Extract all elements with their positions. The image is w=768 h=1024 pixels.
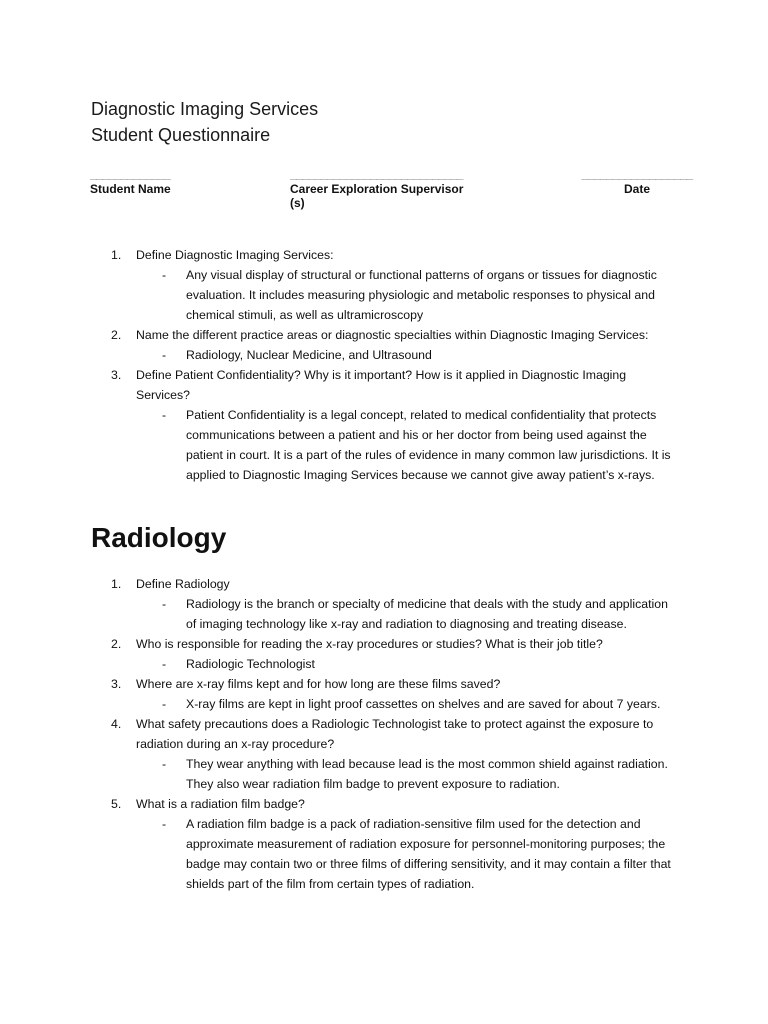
answer-text: Patient Confidentiality is a legal concept, related to medical confidentiality that protects communications between a patient and his or her doctor from being used against the patient in court. It is a part of the rules of evidence in many common law jurisdictions. It is applied to Diagnostic Imaging Services because we cannot give away patient’s x-rays. (186, 408, 671, 482)
answer-text: Any visual display of structural or functional patterns of organs or tissues for diagnostic evaluation. It includes measuring physiologic and metabolic responses to physical and chemical stimuli, as well as ultramicroscopy (186, 268, 657, 322)
answer-text: Radiology, Nuclear Medicine, and Ultrasound (186, 348, 432, 362)
question-number: 3. (111, 368, 122, 382)
supervisor-field (290, 168, 480, 210)
question-item (91, 634, 681, 674)
question-item (91, 794, 681, 894)
question (91, 634, 681, 654)
radiology-heading: Radiology (91, 522, 227, 553)
question-item (91, 325, 681, 365)
list-marker: - (162, 757, 167, 771)
list-marker: - (162, 408, 167, 422)
answer (91, 814, 681, 894)
question (91, 365, 681, 405)
question (91, 794, 681, 814)
question (91, 714, 681, 754)
question-number: 3. (111, 677, 122, 691)
question-text: Define Radiology (136, 577, 230, 591)
question-text: Define Patient Confidentiality? Why is it important? How is it applied in Diagnostic Imaging Services? (136, 368, 627, 402)
answer (91, 405, 681, 485)
date-label: Date (623, 182, 650, 196)
title-line-1: Diagnostic Imaging Services (91, 99, 319, 119)
question-text: Define Diagnostic Imaging Services: (136, 248, 334, 262)
date-line: __________________ (581, 168, 693, 180)
question-text: Name the different practice areas or diagnostic specialties within Diagnostic Imaging Services: (136, 328, 649, 342)
question-text: Where are x-ray films kept and for how long are these films saved? (136, 677, 501, 691)
question-text: What is a radiation film badge? (136, 797, 305, 811)
supervisor-line: ____________________________ (290, 168, 463, 180)
answer (91, 594, 681, 634)
question-text: Who is responsible for reading the x-ray procedures or studies? What is their job title? (136, 637, 603, 651)
question-text: What safety precautions does a Radiologic Technologist take to protect against the exposure to radiation during an x-ray procedure? (136, 717, 654, 751)
list-marker: - (162, 348, 167, 362)
answer-text: They wear anything with lead because lead is the most common shield against radiation. They also wear radiation film badge to prevent exposure to radiation. (186, 757, 668, 791)
answer (91, 265, 681, 325)
list-marker: - (162, 657, 167, 671)
answer (91, 654, 681, 674)
list-marker: - (162, 697, 167, 711)
question-item (91, 365, 681, 485)
question-item (91, 674, 681, 714)
answer-text: Radiology is the branch or specialty of medicine that deals with the study and application of imaging technology like x-ray and radiation to diagnosing and treating disease. (186, 597, 668, 631)
document-title (91, 96, 318, 148)
radiology-section (91, 574, 681, 894)
list-marker: - (162, 817, 167, 831)
question-item (91, 245, 681, 325)
questionnaire-section (91, 245, 681, 485)
question (91, 245, 681, 265)
question-number: 4. (111, 717, 122, 731)
student-name-line: _____________ (90, 168, 171, 180)
question (91, 674, 681, 694)
student-name-field (90, 168, 200, 196)
supervisor-label: Career Exploration Supervisor (s) (290, 182, 464, 210)
question-item (91, 574, 681, 634)
answer (91, 345, 681, 365)
answer (91, 694, 681, 714)
answer-text: X-ray films are kept in light proof cassettes on shelves and are saved for about 7 years. (186, 697, 661, 711)
signature-row (0, 168, 768, 210)
question-number: 2. (111, 637, 122, 651)
question-item (91, 714, 681, 794)
answer (91, 754, 681, 794)
question-number: 5. (111, 797, 122, 811)
date-field (567, 168, 707, 196)
title-line-2: Student Questionnaire (91, 125, 271, 145)
question-number: 2. (111, 328, 122, 342)
question (91, 325, 681, 345)
question-number: 1. (111, 248, 122, 262)
question (91, 574, 681, 594)
list-marker: - (162, 268, 167, 282)
answer-text: A radiation film badge is a pack of radiation-sensitive film used for the detection and approximate measurement of radiation exposure for personnel-monitoring purposes; the badge may contain two or three films of differing sensitivity, and it may contain a filter that shields part of the film from certain types of radiation. (186, 817, 671, 891)
student-name-label: Student Name (90, 182, 171, 196)
answer-text: Radiologic Technologist (186, 657, 315, 671)
list-marker: - (162, 597, 167, 611)
question-number: 1. (111, 577, 122, 591)
